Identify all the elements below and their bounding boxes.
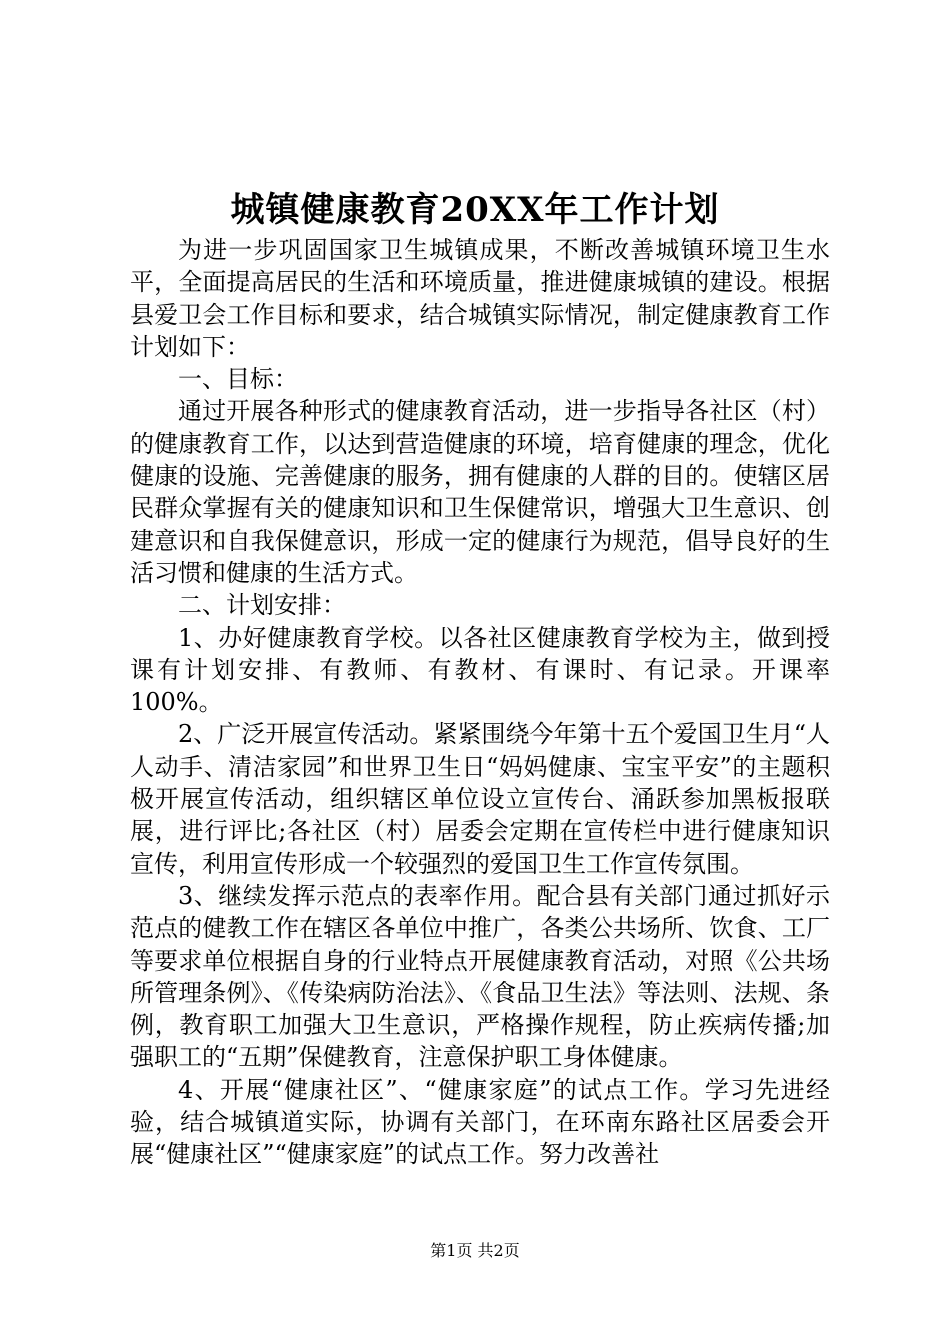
plan-item-4: 4、开展“健康社区”、“健康家庭”的试点工作。学习先进经验，结合城镇道实际，协调有关部门，在环南东路社区居委会开展“健康社区”“健康家庭”的试点工作。努力改善社 <box>130 1075 830 1169</box>
plan-item-3: 3、继续发挥示范点的表率作用。配合县有关部门通过抓好示范点的健教工作在辖区各单位中推广，各类公共场所、饮食、工厂等要求单位根据自身的行业特点开展健康教育活动，对照《公共场所管理条例》、《传染病防治法》、《食品卫生法》等法则、法规、条例，教育职工加强大卫生意识，严格操作规程，防止疾病传播;加强职工的“五期”保健教育，注意保护职工身体健康。 <box>130 881 830 1072</box>
page-footer: 第1页 共2页 <box>430 1241 520 1260</box>
document-title: 城镇健康教育20XX年工作计划 <box>230 190 720 230</box>
document-body <box>130 234 830 1171</box>
plan-item-1: 1、办好健康教育学校。以各社区健康教育学校为主，做到授课有计划安排、有教师、有教材、有课时、有记录。开课率100%。 <box>130 623 830 717</box>
plan-item-2: 2、广泛开展宣传活动。紧紧围绕今年第十五个爱国卫生月“人人动手、清洁家园”和世界卫生日“妈妈健康、宝宝平安”的主题积极开展宣传活动，组织辖区单位设立宣传台、涌跃参加黑板报联展，进行评比;各社区（村）居委会定期在宣传栏中进行健康知识宣传，利用宣传形成一个较强烈的爱国卫生工作宣传氛围。 <box>130 720 830 878</box>
intro-paragraph: 为进一步巩固国家卫生城镇成果，不断改善城镇环境卫生水平，全面提高居民的生活和环境质量，推进健康城镇的建设。根据县爱卫会工作目标和要求，结合城镇实际情况，制定健康教育工作计划如下： <box>130 236 830 361</box>
section-heading-goals: 一、目标： <box>178 365 298 394</box>
section-heading-plan: 二、计划安排： <box>178 591 346 620</box>
goals-paragraph: 通过开展各种形式的健康教育活动，进一步指导各社区（村）的健康教育工作，以达到营造健康的环境，培育健康的理念，优化健康的设施、完善健康的服务，拥有健康的人群的目的。使辖区居民群众掌握有关的健康知识和卫生保健常识，增强大卫生意识、创建意识和自我保健意识，形成一定的健康行为规范，倡导良好的生活习惯和健康的生活方式。 <box>130 397 830 587</box>
